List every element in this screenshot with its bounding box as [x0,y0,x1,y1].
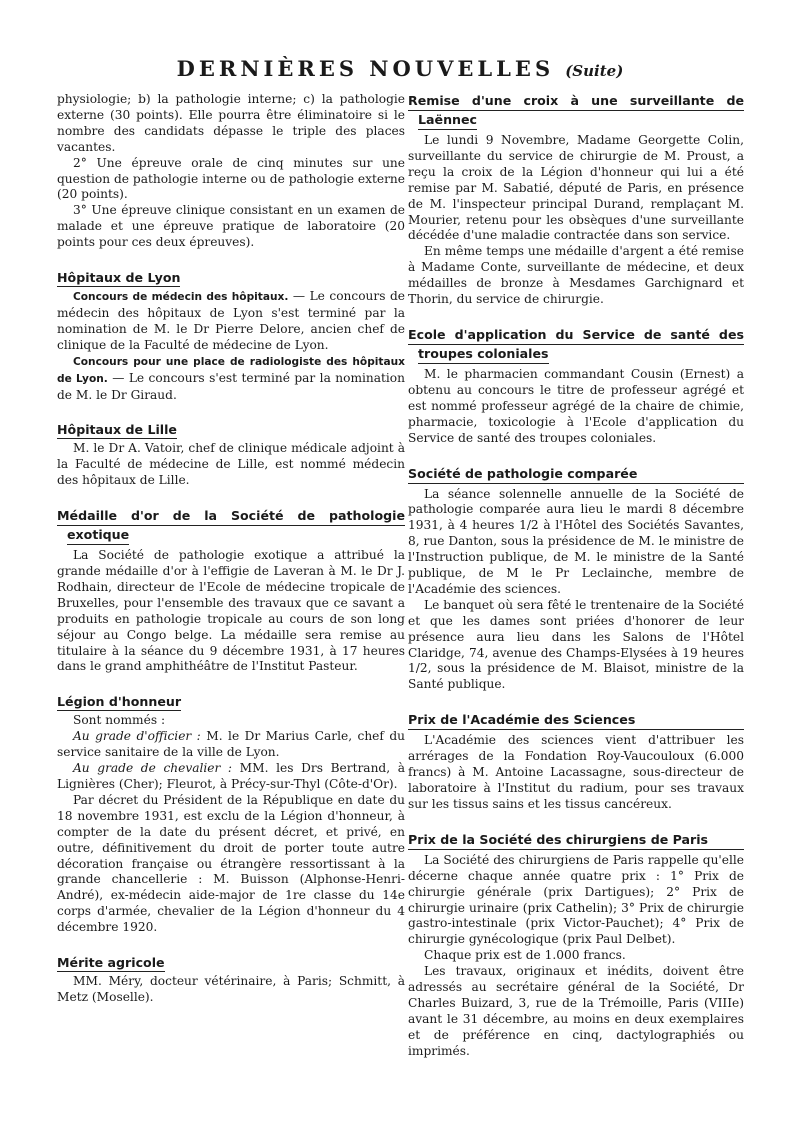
paragraph: La Société des chirurgiens de Paris rappelle qu'elle décerne chaque année quatre prix : 1° Prix de chirurgie générale (prix Dartigues); 2° Prix de chirurgie urinaire (prix Cathelin); 3° Prix de chirurgie gastro-intestinale (prix Victor-Pauchet); 4° Prix de chirurgie gynécologique (prix Paul Delbet). [408,852,744,947]
paragraph: 3° Une épreuve clinique consistant en un examen de malade et une épreuve pratique de laboratoire (20 points pour ces deux épreuves). [57,203,405,250]
paragraph: Au grade de chevalier : MM. les Drs Bertrand, à Lignières (Cher); Fleurot, à Précy-sur-Thyl (Côte-d'Or). [57,761,405,791]
paragraph: Le banquet où sera fêté le trentenaire de la Société et que les dames sont priées d'honorer de leur présence aura lieu dans les Salons de l'Hôtel Claridge, 74, avenue des Champs-Elysées à 19 heures 1/2, sous la présidence de M. Blaisot, ministre de la Santé publique. [408,597,744,692]
paragraph: MM. Méry, docteur vétérinaire, à Paris; Schmitt, à Metz (Moselle). [57,974,405,1004]
section-heading-lille: Hôpitaux de Lille [57,422,177,438]
page-header [0,56,800,81]
paragraph: La Société de pathologie exotique a attribué la grande médaille d'or à l'effigie de Laveran à M. le Dr J. Rodhain, directeur de l'Ecole de médecine tropicale de Bruxelles, pour l'ensemble des travaux que ce savant a produits en pathologie tropicale au cours de son long séjour au Congo belge. La médaille sera remise au titulaire à la séance du 9 décembre 1931, à 17 heures dans le grand amphithéâtre de l'Institut Pasteur. [57,548,405,674]
right-column [408,92,744,1060]
paragraph: L'Académie des sciences vient d'attribuer les arrérages de la Fondation Roy-Vaucouloux (6.000 francs) à M. Antoine Lacassagne, sous-directeur de laboratoire à l'Institut du radium, pour ses travaux sur les tissus sains et les tissus cancéreux. [408,733,744,811]
section-heading-medaille: Médaille d'or de la Société de pathologie exotique [57,507,405,545]
section-heading-ecole: Ecole d'application du Service de santé des troupes coloniales [408,326,744,364]
paragraph: Sont nommés : [73,713,166,728]
section-heading-merite: Mérite agricole [57,955,165,971]
paragraph: 2° Une épreuve orale de cinq minutes sur une question de pathologie interne ou de pathologie externe (20 points). [57,155,405,202]
paragraph: M. le pharmacien commandant Cousin (Ernest) a obtenu au concours le titre de professeur agrégé et est nommé professeur agrégé de la chaire de chimie, pharmacie, toxicologie à l'Ecole d'application du Service de santé des troupes coloniales. [408,366,744,445]
section-heading-chirurgiens: Prix de la Société des chirurgiens de Paris [408,831,744,850]
paragraph: En même temps une médaille d'argent a été remise à Madame Conte, surveillante de médecine, et deux médailles de bronze à Mesdames Garchignard et Thorin, du service de chirurgie. [408,244,744,307]
paragraph: physiologie; b) la pathologie interne; c) la pathologie externe (30 points). Elle pourra être éliminatoire si le nombre des candidats dépasse le triple des places vacantes. [57,92,405,154]
paragraph: Concours de médecin des hôpitaux. — Le concours de médecin des hôpitaux de Lyon s'est terminé par la nomination de M. le Dr Pierre Delore, ancien chef de clinique de la Faculté de médecine de Lyon. [57,289,405,352]
section-heading-societe: Société de pathologie comparée [408,465,744,484]
paragraph: Par décret du Président de la République en date du 18 novembre 1931, est exclu de la Légion d'honneur, à compter de la date du présent décret, et privé, en outre, définitivement du droit de porter toute autre décoration française ou étrangère ressortissant à la grande chancellerie : M. Buisson (Alphonse-Henri-André), ex-médecin aide-major de 1re classe du 14e corps d'armée, chevalier de la Légion d'honneur du 4 décembre 1920. [57,792,405,935]
paragraph: Le lundi 9 Novembre, Madame Georgette Colin, surveillante du service de chirurgie de M. Proust, a reçu la croix de la Légion d'honneur qui lui a été remise par M. Sabatié, député de Paris, en présence de M. l'inspecteur principal Durand, remplaçant M. Mourier, retenu pour les obsèques d'une surveillante décédée d'une maladie contractée dans son service. [408,133,744,243]
paragraph: Les travaux, originaux et inédits, doivent être adressés au secrétaire général de la Société, Dr Charles Buizard, 3, rue de la Trémoille, Paris (VIIIe) avant le 31 décembre, au moins en deux exemplaires et de préférence en cinq, dactylographiés ou imprimés. [408,964,744,1058]
paragraph: La séance solennelle annuelle de la Société de pathologie comparée aura lieu le mardi 8 décembre 1931, à 4 heures 1/2 à l'Hôtel des Sociétés Savantes, 8, rue Danton, sous la présidence de M. le ministre de l'Instruction publique, de M. le ministre de la Santé publique, de M le Pr Leclainche, membre de l'Académie des sciences. [408,486,744,596]
left-column [57,92,405,1006]
paragraph: M. le Dr A. Vatoir, chef de clinique médicale adjoint à la Faculté de médecine de Lille, est nommé médecin des hôpitaux de Lille. [57,441,405,488]
section-heading-academie: Prix de l'Académie des Sciences [408,711,744,730]
section-heading-lyon: Hôpitaux de Lyon [57,270,181,286]
section-heading-legion: Légion d'honneur [57,694,182,710]
paragraph: Chaque prix est de 1.000 francs. [424,948,626,963]
paragraph: Au grade d'officier : M. le Dr Marius Carle, chef du service sanitaire de la ville de Lyon. [57,729,406,760]
page-title: DERNIÈRES NOUVELLES [176,56,555,81]
section-heading-croix: Remise d'une croix à une surveillante de Laënnec [408,92,744,130]
paragraph: Concours pour une place de radiologiste des hôpitaux de Lyon. — Le concours s'est terminé par la nomination de M. le Dr Giraud. [57,355,405,402]
page-title-suite: (Suite) [565,62,624,80]
